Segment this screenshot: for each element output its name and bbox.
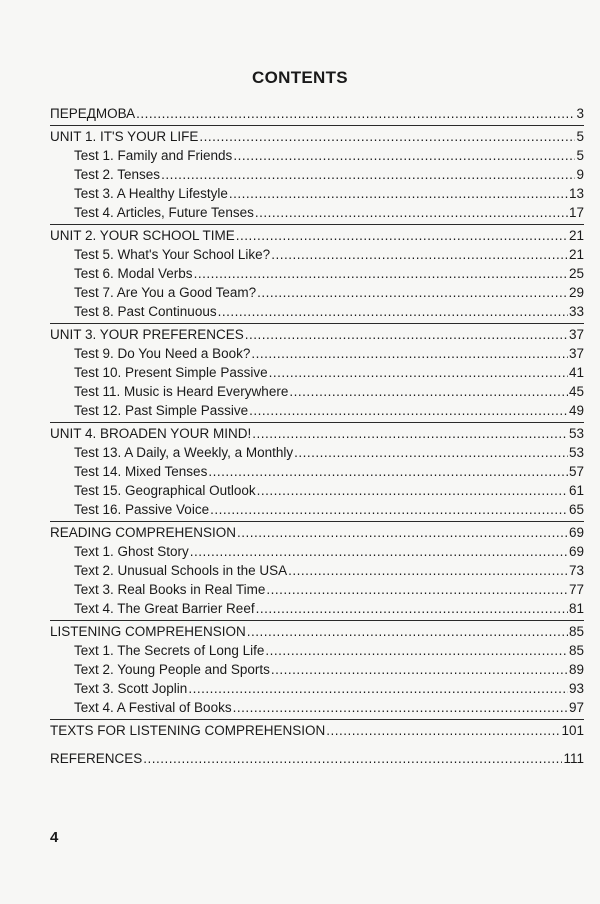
dot-leader (271, 660, 568, 679)
toc-subentry (50, 481, 584, 500)
toc-entry-page: 21 (568, 228, 584, 243)
toc-section-entry (50, 721, 584, 740)
toc-entry-page: 53 (568, 445, 584, 460)
toc-entry-label: Test 11. Music is Heard Everywhere (74, 384, 289, 399)
table-of-contents (50, 104, 584, 768)
toc-entry-page: 81 (568, 601, 584, 616)
dot-leader (289, 382, 568, 401)
toc-entry-label: Text 1. Ghost Story (74, 544, 189, 559)
dot-leader (269, 363, 568, 382)
toc-entry-page: 5 (576, 129, 584, 144)
toc-entry-page: 57 (568, 464, 584, 479)
dot-leader (199, 127, 575, 146)
toc-entry-label: Text 3. Real Books in Real Time (74, 582, 266, 597)
dot-leader (190, 542, 568, 561)
toc-subentry (50, 462, 584, 481)
toc-entry-label: TEXTS FOR LISTENING COMPREHENSION (50, 723, 326, 738)
toc-subentry (50, 401, 584, 420)
toc-entry-page: 77 (568, 582, 584, 597)
dot-leader (229, 184, 568, 203)
toc-subentry (50, 283, 584, 302)
toc-entry-label: Test 4. Articles, Future Tenses (74, 205, 254, 220)
toc-entry-label: Test 3. A Healthy Lifestyle (74, 186, 228, 201)
toc-entry-page: 85 (568, 643, 584, 658)
section-divider (50, 125, 584, 126)
section-divider (50, 620, 584, 621)
dot-leader (249, 401, 568, 420)
toc-entry-page: 37 (568, 327, 584, 342)
toc-section-entry (50, 424, 584, 443)
dot-leader (245, 325, 568, 344)
dot-leader (218, 302, 568, 321)
dot-leader (236, 226, 568, 245)
toc-subentry (50, 146, 584, 165)
toc-section-entry (50, 104, 584, 123)
dot-leader (252, 424, 568, 443)
section-gap (50, 742, 584, 748)
toc-entry-page: 5 (576, 148, 584, 163)
dot-leader (161, 165, 575, 184)
toc-entry-label: Text 4. A Festival of Books (74, 700, 232, 715)
dot-leader (210, 500, 568, 519)
dot-leader (247, 622, 568, 641)
toc-entry-page: 29 (568, 285, 584, 300)
toc-subentry (50, 542, 584, 561)
toc-section-entry (50, 523, 584, 542)
dot-leader (208, 462, 568, 481)
toc-subentry (50, 245, 584, 264)
toc-entry-label: Text 2. Young People and Sports (74, 662, 270, 677)
toc-entry-label: REFERENCES (50, 751, 143, 766)
toc-section-entry (50, 127, 584, 146)
toc-entry-label: Test 8. Past Continuous (74, 304, 217, 319)
toc-entry-label: Test 10. Present Simple Passive (74, 365, 268, 380)
dot-leader (294, 443, 568, 462)
toc-entry-page: 3 (576, 106, 584, 121)
toc-entry-label: Text 2. Unusual Schools in the USA (74, 563, 288, 578)
toc-entry-page: 69 (568, 544, 584, 559)
toc-subentry (50, 561, 584, 580)
toc-entry-label: Test 12. Past Simple Passive (74, 403, 249, 418)
toc-entry-page: 45 (568, 384, 584, 399)
toc-entry-page: 41 (568, 365, 584, 380)
toc-subentry (50, 641, 584, 660)
toc-entry-page: 25 (568, 266, 584, 281)
toc-entry-label: Test 15. Geographical Outlook (74, 483, 256, 498)
toc-entry-label: Text 1. The Secrets of Long Life (74, 643, 265, 658)
dot-leader (233, 146, 575, 165)
toc-entry-label: Test 13. A Daily, a Weekly, a Monthly (74, 445, 294, 460)
toc-entry-label: Test 1. Family and Friends (74, 148, 233, 163)
toc-subentry (50, 302, 584, 321)
toc-subentry (50, 500, 584, 519)
dot-leader (143, 749, 562, 768)
toc-entry-label: Text 4. The Great Barrier Reef (74, 601, 255, 616)
dot-leader (194, 264, 568, 283)
dot-leader (257, 481, 568, 500)
toc-entry-page: 89 (568, 662, 584, 677)
dot-leader (255, 203, 568, 222)
toc-entry-label: Test 14. Mixed Tenses (74, 464, 208, 479)
toc-entry-page: 13 (568, 186, 584, 201)
toc-subentry (50, 165, 584, 184)
toc-entry-page: 85 (568, 624, 584, 639)
dot-leader (326, 721, 560, 740)
dot-leader (265, 641, 568, 660)
toc-subentry (50, 660, 584, 679)
dot-leader (233, 698, 568, 717)
section-divider (50, 224, 584, 225)
toc-subentry (50, 443, 584, 462)
toc-entry-page: 37 (568, 346, 584, 361)
dot-leader (257, 283, 568, 302)
section-divider (50, 719, 584, 720)
toc-entry-page: 17 (568, 205, 584, 220)
toc-section-entry (50, 622, 584, 641)
page-number: 4 (50, 829, 59, 846)
toc-entry-page: 9 (576, 167, 584, 182)
toc-subentry (50, 599, 584, 618)
toc-entry-label: UNIT 2. YOUR SCHOOL TIME (50, 228, 235, 243)
dot-leader (256, 599, 568, 618)
toc-subentry (50, 580, 584, 599)
dot-leader (237, 523, 568, 542)
toc-entry-label: Test 2. Tenses (74, 167, 161, 182)
page-title: CONTENTS (252, 68, 348, 87)
toc-subentry (50, 698, 584, 717)
toc-entry-label: READING COMPREHENSION (50, 525, 237, 540)
toc-entry-label: Test 16. Passive Voice (74, 502, 210, 517)
toc-entry-label: Test 9. Do You Need a Book? (74, 346, 251, 361)
toc-subentry (50, 382, 584, 401)
toc-entry-page: 65 (568, 502, 584, 517)
toc-entry-page: 111 (563, 751, 584, 766)
toc-entry-page: 33 (568, 304, 584, 319)
toc-subentry (50, 203, 584, 222)
toc-entry-page: 61 (568, 483, 584, 498)
toc-entry-label: UNIT 1. IT'S YOUR LIFE (50, 129, 199, 144)
toc-entry-label: Test 7. Are You a Good Team? (74, 285, 257, 300)
toc-subentry (50, 264, 584, 283)
toc-entry-label: Test 5. What's Your School Like? (74, 247, 271, 262)
toc-entry-page: 49 (568, 403, 584, 418)
toc-entry-page: 73 (568, 563, 584, 578)
dot-leader (288, 561, 568, 580)
toc-subentry (50, 344, 584, 363)
dot-leader (251, 344, 568, 363)
toc-section-entry (50, 325, 584, 344)
dot-leader (271, 245, 568, 264)
toc-entry-label: UNIT 4. BROADEN YOUR MIND! (50, 426, 252, 441)
dot-leader (188, 679, 568, 698)
toc-section-entry (50, 226, 584, 245)
toc-subentry (50, 184, 584, 203)
section-divider (50, 521, 584, 522)
toc-entry-label: UNIT 3. YOUR PREFERENCES (50, 327, 244, 342)
section-divider (50, 422, 584, 423)
toc-entry-label: Text 3. Scott Joplin (74, 681, 188, 696)
toc-entry-page: 53 (568, 426, 584, 441)
toc-subentry (50, 363, 584, 382)
toc-entry-page: 93 (568, 681, 584, 696)
toc-section-entry (50, 749, 584, 768)
toc-entry-page: 97 (568, 700, 584, 715)
toc-entry-label: Test 6. Modal Verbs (74, 266, 193, 281)
dot-leader (136, 104, 575, 123)
toc-entry-page: 21 (568, 247, 584, 262)
toc-entry-page: 101 (561, 723, 584, 738)
toc-subentry (50, 679, 584, 698)
dot-leader (266, 580, 568, 599)
section-divider (50, 323, 584, 324)
toc-entry-label: ПЕРЕДМОВА (50, 106, 136, 121)
toc-entry-label: LISTENING COMPREHENSION (50, 624, 246, 639)
toc-entry-page: 69 (568, 525, 584, 540)
